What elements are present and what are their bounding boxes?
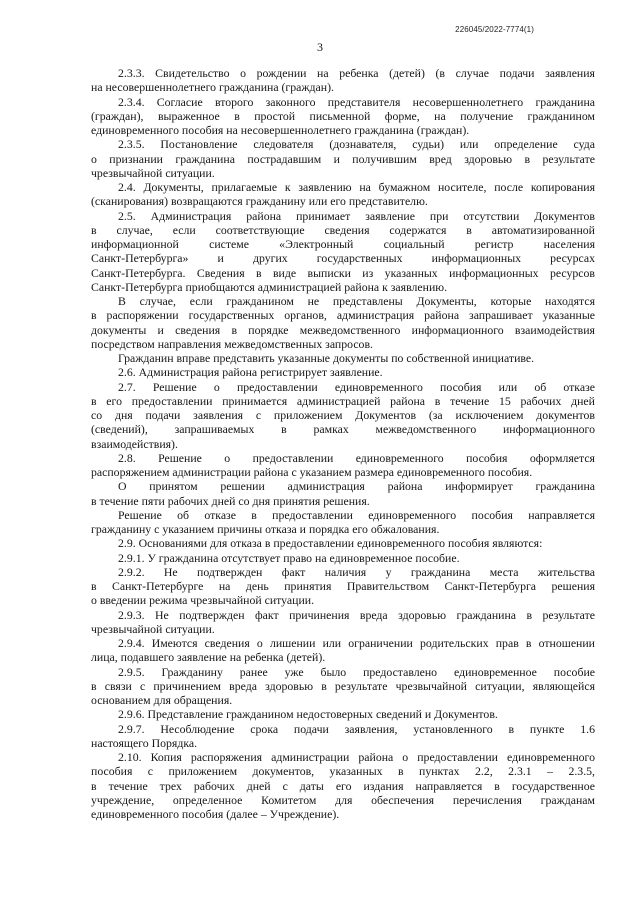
text-line: 2.9.2. Не подтвержден факт наличия у гражданина места жительства (118, 564, 595, 579)
text-line: 2.4. Документы, прилагаемые к заявлению на бумажном носителе, после копирования (118, 180, 595, 194)
document-id: 226045/2022-7774(1) (455, 25, 534, 34)
text-line: 2.7. Решение о предоставлении единовременного пособия или об отказе (118, 379, 595, 394)
text-line: распоряжением администрации района с указанием размера единовременного пособия. (91, 465, 533, 479)
document-body (91, 66, 595, 821)
text-line: 2.9.5. Гражданину ранее уже было предоставлено единовременное пособие (118, 664, 595, 679)
text-line: (сканирования) возвращаются гражданину или его представителю. (91, 194, 428, 209)
text-line: 2.3.4. Согласие второго законного представителя несовершеннолетнего гражданина (118, 94, 595, 109)
text-line: в Санкт-Петербурге на день принятия Правительством Санкт-Петербурга решения (91, 579, 595, 593)
text-line: учреждение, определенное Комитетом для обеспечения перечисления гражданам (91, 792, 595, 807)
text-line: (граждан), выраженное в простой письменной форме, на получение гражданином (91, 108, 595, 123)
text-line: 2.6. Администрация района регистрирует заявление. (118, 365, 383, 380)
text-line: в его предоставлении принимается администрацией района в течение 15 рабочих дней (91, 393, 595, 408)
text-line: 2.9.4. Имеются сведения о лишении или ограничении родительских прав в отношении (118, 636, 595, 650)
text-line: 2.3.5. Постановление следователя (дознавателя, судьи) или определение суда (118, 137, 595, 152)
text-line: 2.5. Администрация района принимает заявление при отсутствии Документов (118, 208, 595, 223)
text-line: информационной системе «Электронный социальный регистр населения (91, 237, 595, 251)
text-line: единовременного пособия на несовершеннолетнего гражданина (граждан). (91, 123, 470, 137)
text-line: Санкт-Петербурга» и других государственных информационных ресурсах (91, 251, 595, 266)
text-line: 2.9.7. Несоблюдение срока подачи заявления, установленного в пункте 1.6 (118, 721, 595, 736)
text-line: взаимодействия). (91, 436, 178, 451)
text-line: гражданину с указанием причины отказа и порядка его обжалования. (91, 522, 440, 536)
text-line: 2.9.6. Представление гражданином недостоверных сведений и Документов. (118, 707, 498, 722)
text-line: посредством направления межведомственных запросов. (91, 336, 373, 351)
text-line: чрезвычайной ситуации. (91, 165, 215, 180)
text-line: пособия с приложением документов, указанных в пунктах 2.2, 2.3.1 – 2.3.5, (91, 764, 595, 779)
text-line: Санкт-Петербурга приобщаются администрацией района к заявлению. (91, 279, 448, 294)
text-line: на несовершеннолетнего гражданина (граждан). (91, 80, 334, 95)
text-line: в распоряжении государственных органов, администрация района запрашивает указанные (91, 308, 595, 323)
text-line: 2.10. Копия распоряжения администрации района о предоставлении единовременного (118, 750, 595, 764)
text-line: (сведений), запрашиваемых в рамках межведомственного информационного (91, 422, 595, 437)
text-line: 2.9.3. Не подтвержден факт причинения вреда здоровью гражданина в результате (118, 607, 595, 622)
text-line: О принятом решении администрация района информирует гражданина (118, 479, 595, 494)
text-line: чрезвычайной ситуации. (91, 621, 215, 636)
page-number: 3 (317, 40, 323, 54)
text-line: Санкт-Петербурга. Сведения в виде выписки из указанных информационных ресурсов (91, 265, 595, 280)
text-line: в течение пяти рабочих дней со дня принятия решения. (91, 493, 370, 508)
text-line: настоящего Порядка. (91, 735, 198, 750)
text-line: основанием для обращения. (91, 693, 233, 707)
text-line: Решение об отказе в предоставлении единовременного пособия направляется (118, 507, 595, 522)
text-line: о введении режима чрезвычайной ситуации. (91, 593, 315, 608)
text-line: в течение трех рабочих дней с даты его издания направляется в государственное (91, 778, 595, 793)
text-line: в случае, если соответствующие сведения содержатся в автоматизированной (91, 222, 595, 237)
text-line: 2.3.3. Свидетельство о рождении на ребенка (детей) (в случае подачи заявления (118, 66, 595, 80)
text-line: 2.9. Основаниями для отказа в предоставлении единовременного пособия являются: (118, 536, 543, 551)
text-line: Гражданин вправе представить указанные документы по собственной инициативе. (118, 351, 535, 365)
text-line: единовременного пособия (далее – Учреждение). (91, 807, 340, 821)
text-line: 2.8. Решение о предоставлении единовременного пособия оформляется (118, 450, 595, 465)
text-line: 2.9.1. У гражданина отсутствует право на единовременное пособие. (118, 550, 460, 565)
text-line: В случае, если гражданином не представлены Документы, которые находятся (118, 294, 595, 308)
text-line: о признании гражданина пострадавшим и получившим вред здоровью в результате (91, 151, 595, 166)
text-line: лица, подавшего заявление на ребенка (детей). (91, 650, 326, 665)
text-line: со дня подачи заявления с приложением Документов (за исключением документов (91, 408, 595, 422)
text-line: документы и сведения в порядке межведомственного информационного взаимодействия (91, 322, 595, 337)
text-line: в связи с причинением вреда здоровью в результате чрезвычайной ситуации, являющейся (91, 678, 595, 693)
